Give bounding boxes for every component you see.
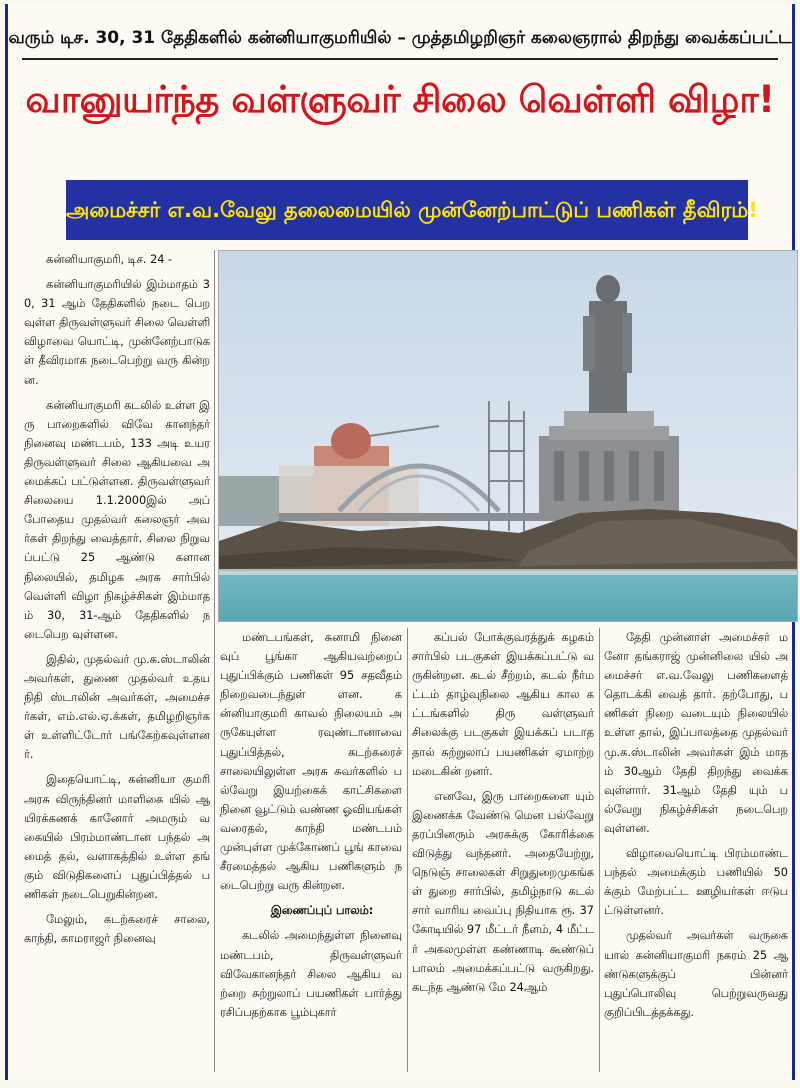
paragraph: தேதி முன்னாள் அமைச்சர் மனோ தங்கராஜ் முன்னிலை யில் அமைச்சர் எ.வ.வேலு பணிகளைத் தொடக்கி வைத் தார். தற்போது, பணிகள் நிறை வடையும் நிலையில் உள்ள தால், இப்பாலத்தை முதல்வர் மு.க.ஸ்டாலின் அவர்கள் இம் மாதம் 30ஆம் தேதி திறந்து வைக்கவுள்ளார். 31ஆம் தேதி யும் பல்வேறு நிகழ்ச்சிகள் நடைபெறவுள்ளன. — [604, 631, 788, 835]
column-divider — [214, 250, 215, 1072]
statue-photo-image — [219, 251, 798, 622]
article-column-4 — [604, 628, 788, 1072]
paragraph: முதல்வர் அவர்கள் வருகை யால் கன்னியாகுமரி நகரம் 25 ஆண்டுகளுக்குப் பின்னர் புதுப்பொலிவு பெற்றுவருவது குறிப்பிடத்தக்கது. — [604, 929, 788, 1019]
column-divider — [599, 628, 600, 1072]
paragraph: கடலில் அமைந்துள்ள நினைவு மண்டபம், திருவள்ளுவர் விவேகானந்தர் சிலை ஆகிய வற்றை சுற்றுலாப் பயணிகள் பார்த்து ரசிப்பதற்காக பூம்புகார் — [220, 929, 402, 1019]
article-column-1 — [24, 250, 210, 1072]
paragraph: இதில், முதல்வர் மு.க.ஸ்டாலின் அவர்கள், துணை முதல்வர் உதயநிதி ஸ்டாலின் அவர்கள், அமைச்சர்கள், எம்.எல்.ஏ.க்கள், தமிழறிஞர்கள் உள்ளிட்டோர் பங்கேற்கவுள்ளனர். — [24, 652, 210, 762]
column-divider — [407, 628, 408, 1072]
dateline: கன்னியாகுமரி, டிச. 24 - — [46, 253, 173, 266]
subheadline: அமைச்சர் எ.வ.வேலு தலைமையில் முன்னேற்பாட்டுப் பணிகள் தீவிரம்! — [66, 198, 758, 222]
paragraph: இதையொட்டி, கன்னியா குமரி அரசு விருந்தினர் மாளிகை யில் ஆயிரக்கணக் கானோர் அமரும் வகையில் பிரம்மாண்டான பந்தல் அமைத் தல், வளாகத்தில் உள்ள தங் கும் விடுதிகளைப் புதுப்பித்தல் பணிகள் நடைபெறுகின்றன. — [24, 773, 210, 901]
article-column-2 — [220, 628, 402, 1072]
newspaper-page — [5, 4, 795, 1080]
subheadline-banner — [66, 180, 758, 240]
article-column-3 — [412, 628, 594, 1072]
headline: வானுயர்ந்த வள்ளுவர் சிலை வெள்ளி விழா! — [25, 78, 775, 121]
paragraph: விழாவையொட்டி பிரம்மாண்ட பந்தல் அமைக்கும் பணியில் 50க்கும் மேற்பட்ட ஊழியர்கள் ஈடுபட்டுள்ளனர். — [604, 847, 788, 918]
news-photo — [218, 250, 798, 622]
kicker-line: வரும் டிச. 30, 31 தேதிகளில் கன்னியாகுமரியில் – முத்தமிழறிஞர் கலைஞரால் திறந்து வைக்கப்பட்ட — [8, 28, 792, 48]
paragraph: எனவே, இரு பாறைகளை யும் இணைக்க வேண்டு மென பல்வேறு தரப்பினரும் அரசுக்கு கோரிக்கை விடுத்து வந்தனர். அதையேற்று, நெடுஞ் சாலைகள் சிறுதுறைமுகங்கள் துறை சார்பில், தமிழ்நாடு கடல் சார் வாரிய வைப்பு நிதியாக ரூ. 37 கோடியில் 97 மீட்டர் நீளம், 4 மீட்டர் அகலமுள்ள கண்ணாடி கூண்டுப் பாலம் அமைக்கப்பட்டு வருகிறது. கடந்த ஆண்டு மே 24ஆம் — [412, 789, 594, 994]
paragraph: மேலும், கடற்கரைச் சாலை, காந்தி, காமராஜர் நினைவு — [24, 913, 210, 946]
section-subheading: இணைப்புப் பாலம்: — [270, 904, 374, 918]
paragraph: கன்னியாகுமரி கடலில் உள்ள இரு பாறைகளில் விவே கானந்தர் நினைவு மண்டபம், 133 அடி உயர திருவள்ளுவர் சிலை ஆகியவை அமைக்கப் பட்டுள்ளன. திருவள்ளுவர் சிலையை 1.1.2000இல் அப் போதைய முதல்வர் கலைஞர் அவர்கள் திறந்து வைத்தார். சிலை நிறுவப்பட்டு 25 ஆண்டு களான நிலையில், தமிழக அரசு சார்பில் வெள்ளி விழா நிகழ்ச்சிகள் இம்மாதம் 30, 31-ஆம் தேதிகளில் நடைபெற வுள்ளன. — [24, 398, 210, 641]
paragraph: கன்னியாகுமரியில் இம்மாதம் 30, 31 ஆம் தேதிகளில் நடை பெறவுள்ள திருவள்ளுவர் சிலை வெள்ளி விழாவை யொட்டி, முன்னேற்பாடுகள் தீவிரமாக நடைபெற்று வரு கின்றன. — [24, 278, 210, 387]
paragraph: கப்பல் போக்குவரத்துக் கழகம் சார்பில் படகுகள் இயக்கப்பட்டு வருகின்றன. கடல் சீற்றம், கடல் நீர்மட்டம் தாழ்வுநிலை ஆகிய கால கட்டங்களில் திரு வள்ளுவர் சிலைக்கு படகுகள் இயக்கப் படாததால் சுற்றுலாப் பயணிகள் ஏமாற்றமடைகின் றனர். — [412, 631, 594, 778]
kicker-rule — [22, 58, 778, 60]
paragraph: மண்டபங்கள், சுனாமி நினை வுப் பூங்கா ஆகியவற்றைப் புதுப்பிக்கும் பணிகள் 95 சதவீதம் நிறைவடைந்துள் ளன. கன்னியாகுமரி காவல் நிலையம் அருகேயுள்ள ரவுண்டானாவை புதுப்பித்தல், கடற்கரைச் சாலையிலுள்ள அரசு சுவர்களில் பல்வேறு இயற்கைக் காட்சிகளை நினை வூட்டும் வண்ண ஓவியங்கள் வரைதல், காந்தி மண்டபம் முன்புள்ள முக்கோணப் பூங் காவை சீரமைத்தல் ஆகிய பணிகளும் நடைபெற்று வரு கின்றன. — [220, 631, 402, 893]
